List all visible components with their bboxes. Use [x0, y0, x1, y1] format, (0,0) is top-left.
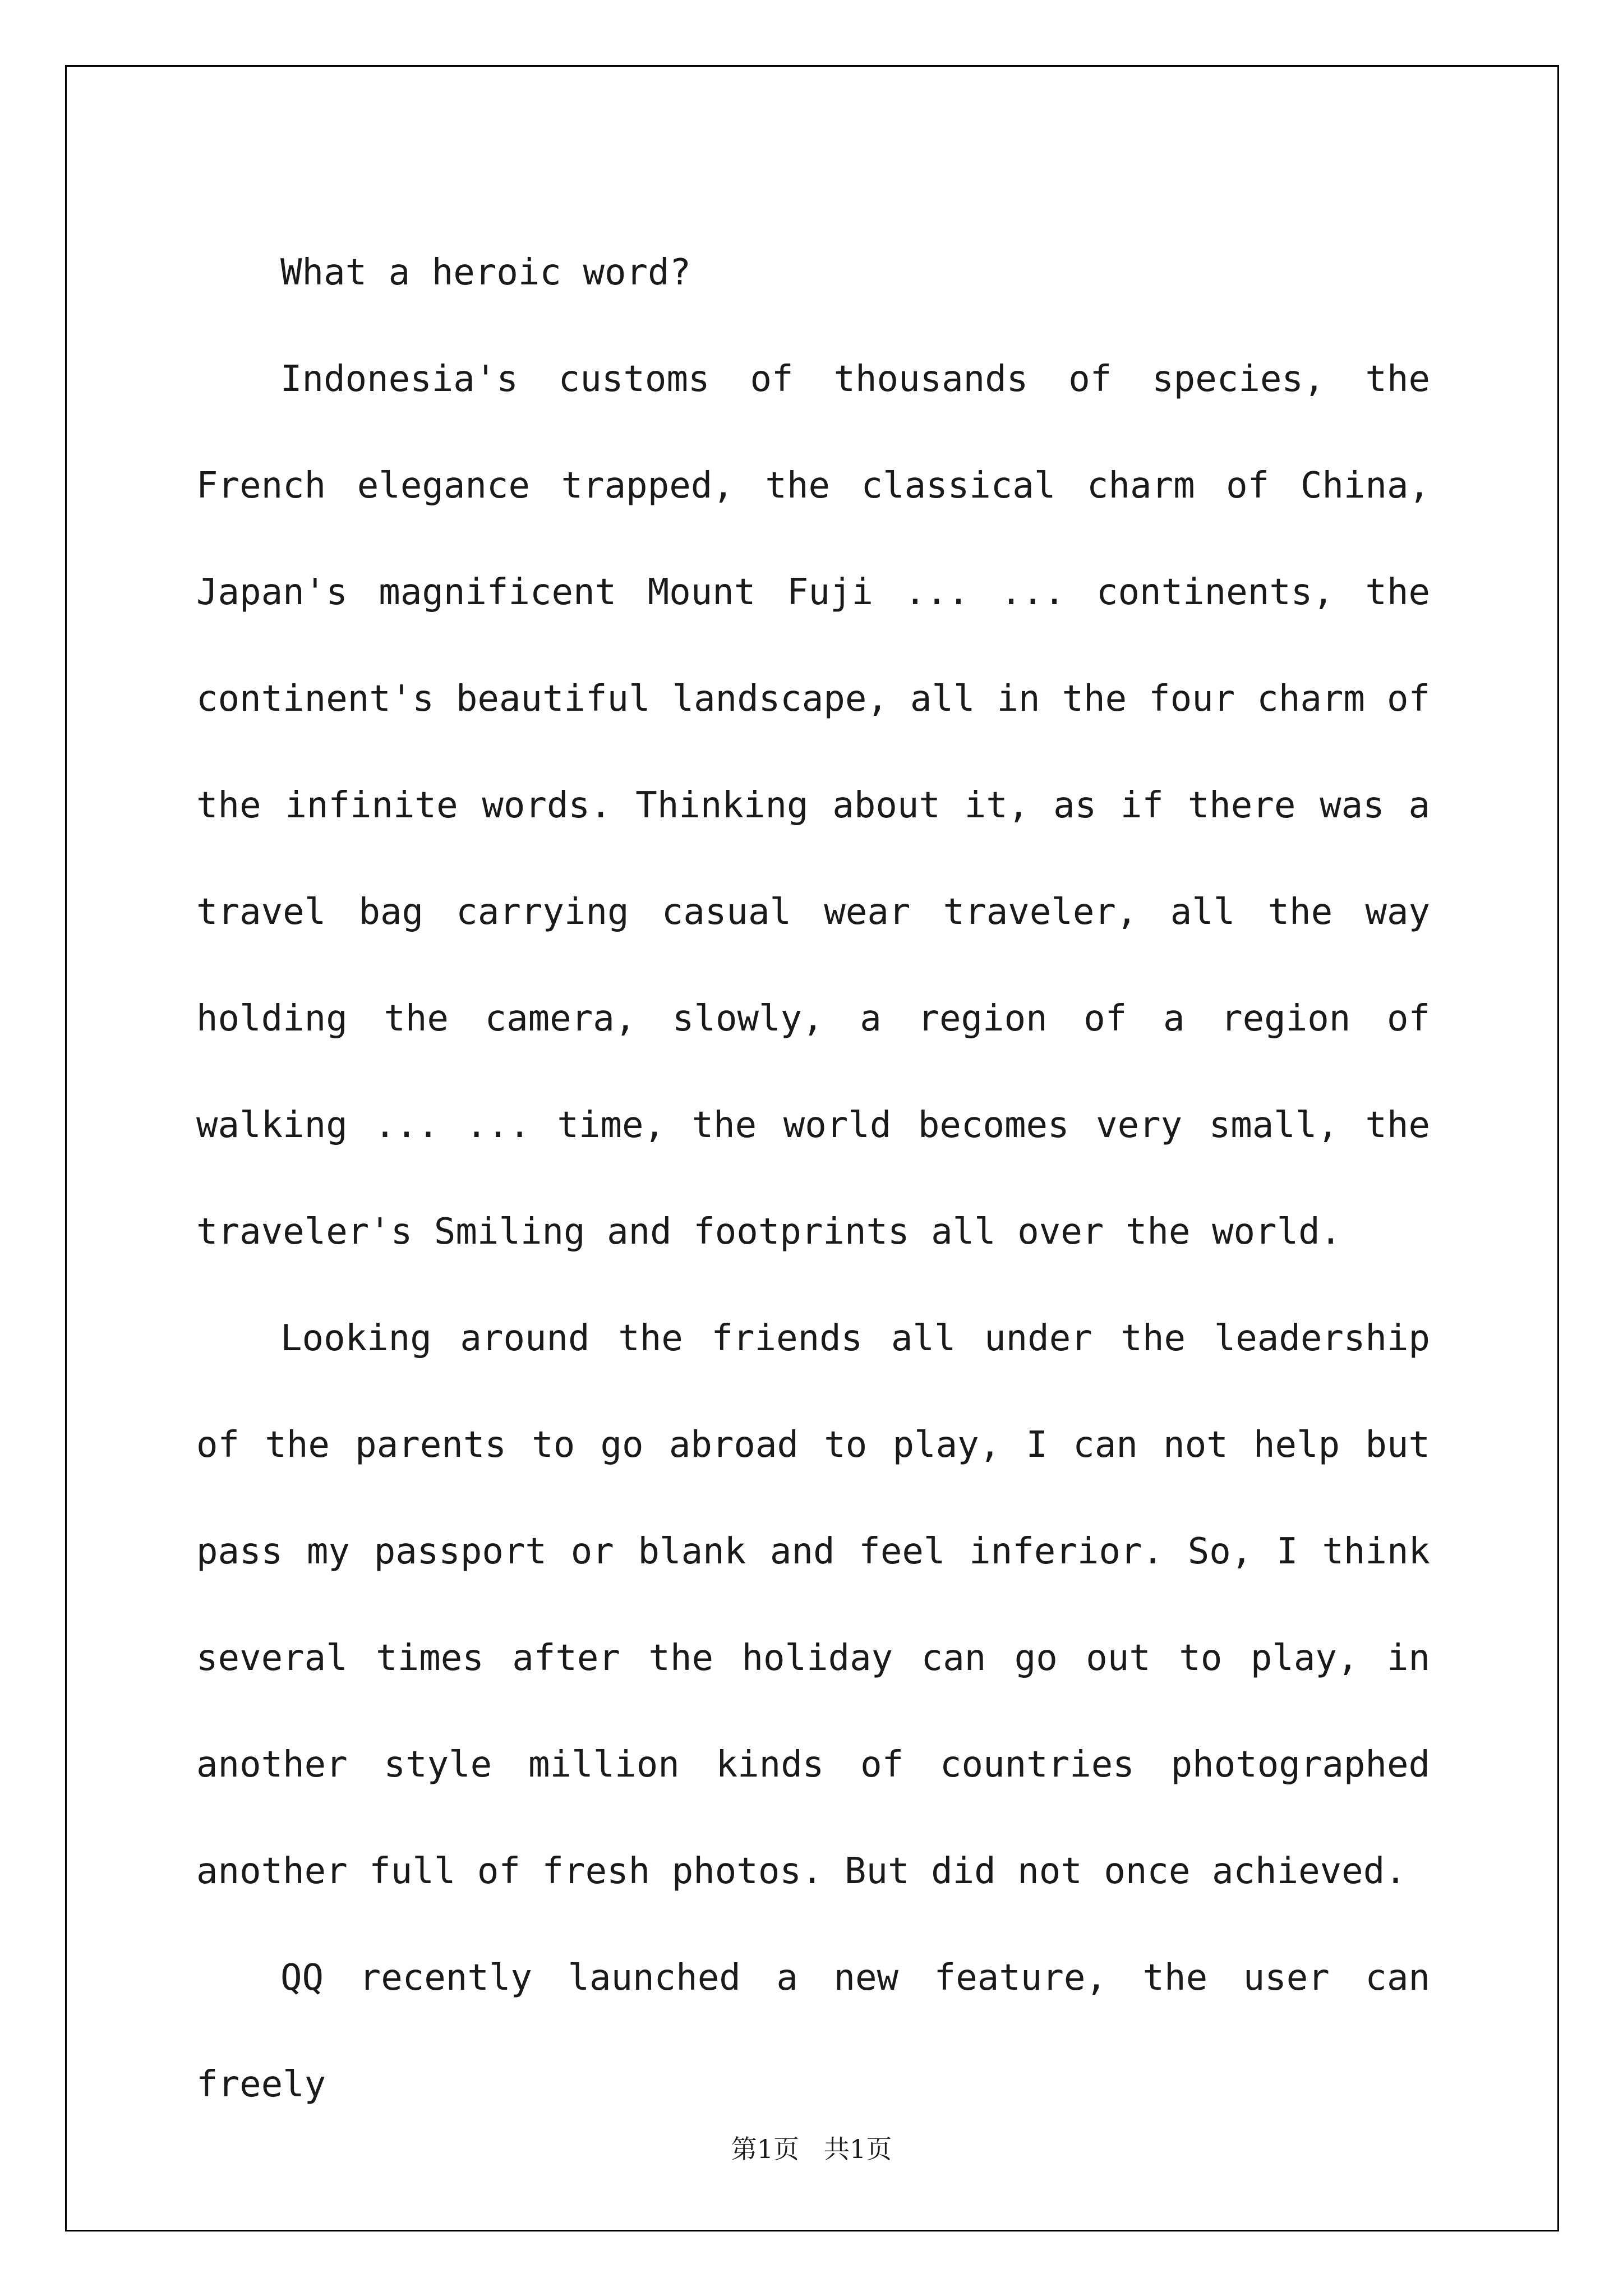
page-number: 第1页 [731, 2134, 800, 2164]
paragraph: QQ recently launched a new feature, the user can freely [196, 1957, 1430, 2105]
page-footer [0, 2129, 1623, 2166]
paragraph: Looking around the friends all under the leadership of the parents to go abroad to play, I can not help but pass my passport or blank and feel inferior. So, I think several times after the holiday can go out to play, in another style million kinds of countries photographed another full of fresh photos. But did not once achieved. [196, 1318, 1430, 1892]
paragraph: What a heroic word? [280, 252, 691, 293]
document-body [196, 219, 1430, 2138]
total-pages: 共1页 [823, 2134, 892, 2164]
paragraph: Indonesia's customs of thousands of species, the French elegance trapped, the classical charm of China, Japan's magnificent Mount Fuji ... ... continents, the continent's beautiful landscape, all in the four charm of the infinite words. Thinking about it, as if there was a travel bag carrying casual wear traveler, all the way holding the camera, slowly, a region of a region of walking ... ... time, the world becomes very small, the traveler's Smiling and footprints all over the world. [196, 358, 1430, 1253]
